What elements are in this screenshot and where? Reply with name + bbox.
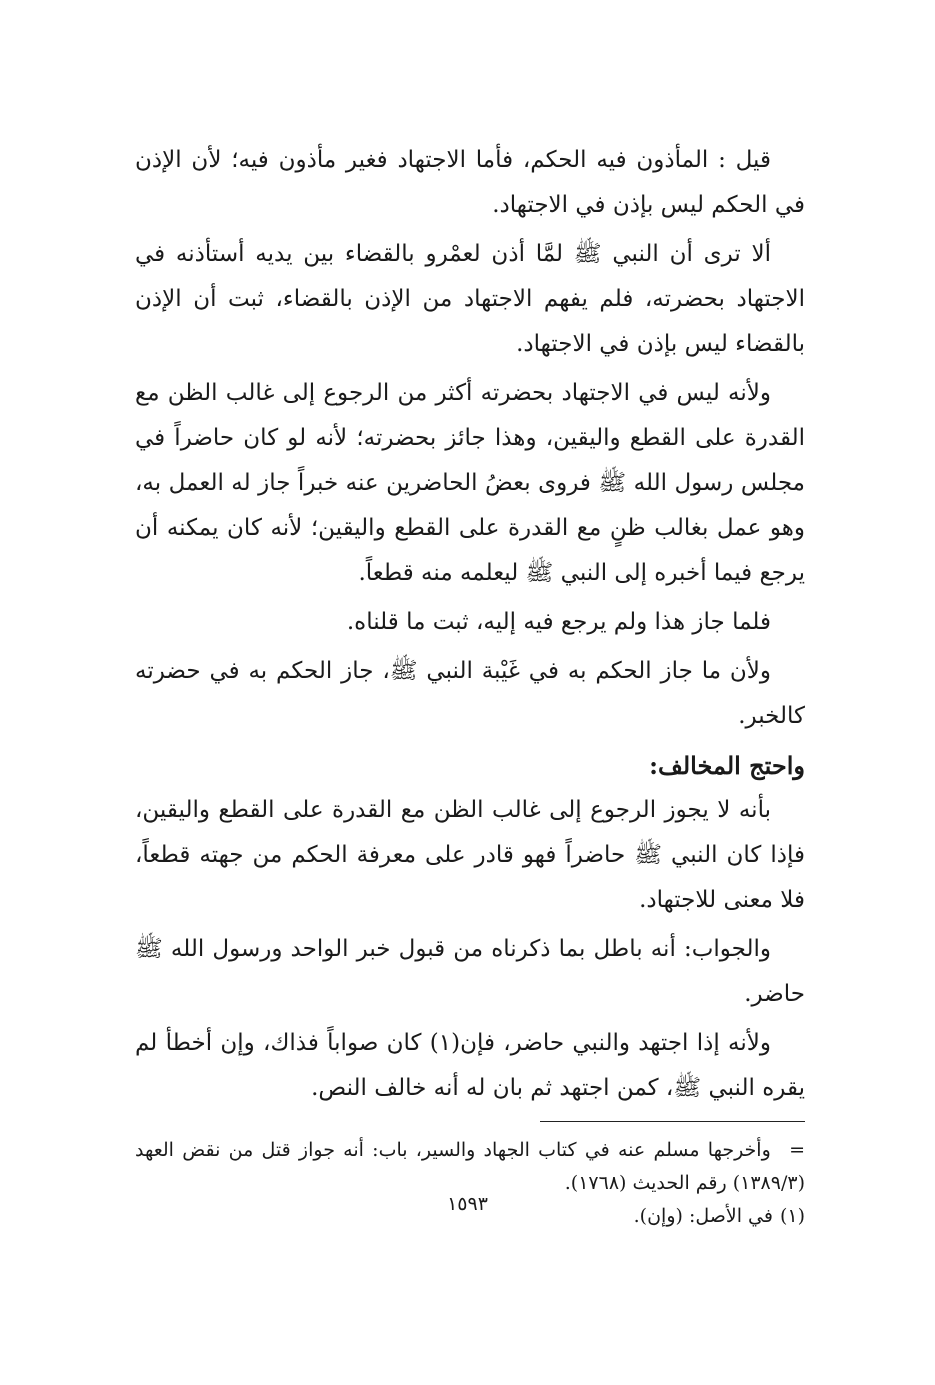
footnote: [135, 1134, 805, 1200]
paragraph: ولأنه إذا اجتهد والنبي حاضر، فإن(١) كان صواباً فذاك، وإن أخطأ لم يقره النبي ﷺ، كمن اجتهد ثم بان له أنه خالف النص.: [135, 1030, 805, 1101]
page-number: ١٥٩٣: [447, 1193, 488, 1215]
paragraph: ولأنه ليس في الاجتهاد بحضرته أكثر من الرجوع إلى غالب الظن مع القدرة على القطع واليقين، وهذا جائز بحضرته؛ لأنه لو كان حاضراً في مجلس رسول الله ﷺ فروى بعضُ الحاضرين عنه خبراً جاز له العمل به، وهو عمل بغالب ظنٍ مع القدرة على القطع واليقين؛ لأنه كان يمكنه أن يرجع فيما أخبره إلى النبي ﷺ ليعلمه منه قطعاً.: [135, 380, 805, 586]
footnotes: [135, 1134, 805, 1233]
paragraph: فلما جاز هذا ولم يرجع فيه إليه، ثبت ما قلناه.: [346, 609, 771, 635]
footnote-text: وأخرجها مسلم عنه في كتاب الجهاد والسير، باب: أنه جواز قتل من نقض العهد (١٣٨٩/٣) رقم الحديث (١٧٦٨).: [135, 1139, 805, 1194]
footnote-divider: [540, 1121, 805, 1122]
page-content: [135, 138, 805, 1233]
main-text: [135, 138, 805, 1111]
footnote-marker: =: [789, 1139, 806, 1161]
footnote-marker: (١): [779, 1205, 805, 1227]
paragraph: والجواب: أنه باطل بما ذكرناه من قبول خبر الواحد ورسول الله ﷺ حاضر.: [135, 936, 805, 1007]
section-heading: واحتج المخالف:: [649, 751, 805, 780]
paragraph: قيل : المأذون فيه الحكم، فأما الاجتهاد فغير مأذون فيه؛ لأن الإذن في الحكم ليس بإذن في الاجتهاد.: [135, 147, 805, 218]
footnote-text: في الأصل: (وإن).: [633, 1205, 773, 1227]
paragraph: ولأن ما جاز الحكم به في غَيْبة النبي ﷺ، جاز الحكم به في حضرته كالخبر.: [135, 658, 805, 729]
paragraph: ألا ترى أن النبي ﷺ لمَّا أذن لعمْرو بالقضاء بين يديه أستأذنه في الاجتهاد بحضرته، فلم يفهم الاجتهاد من الإذن بالقضاء، ثبت أن الإذن بالقضاء ليس بإذن في الاجتهاد.: [135, 241, 805, 357]
paragraph: بأنه لا يجوز الرجوع إلى غالب الظن مع القدرة على القطع واليقين، فإذا كان النبي ﷺ حاضراً فهو قادر على معرفة الحكم من جهته قطعاً، فلا معنى للاجتهاد.: [135, 797, 805, 913]
